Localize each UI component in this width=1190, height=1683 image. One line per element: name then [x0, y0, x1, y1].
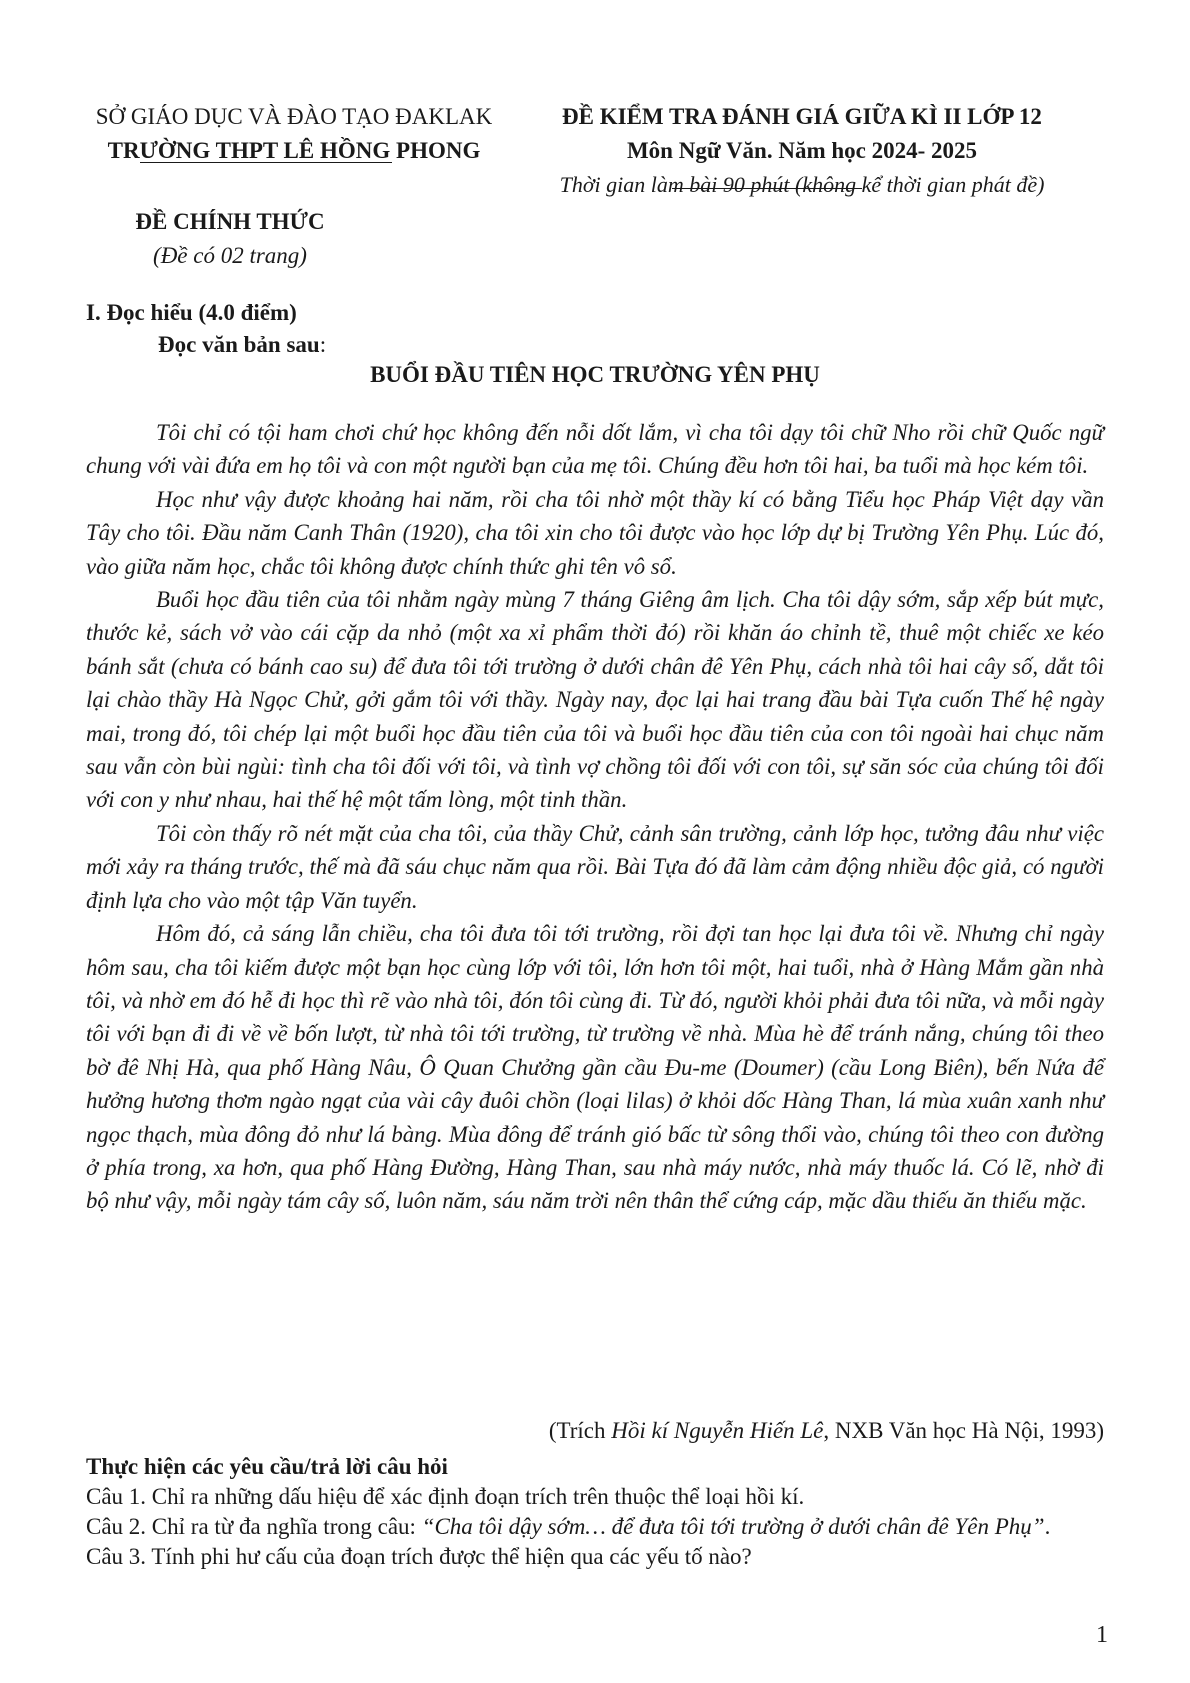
read-instruction — [158, 332, 326, 358]
questions-heading: Thực hiện các yêu cầu/trả lời câu hỏi — [86, 1454, 448, 1479]
subject-name: Môn Ngữ Văn — [626, 138, 767, 163]
source-rest: , NXB Văn học Hà Nội, 1993) — [823, 1418, 1104, 1443]
passage-paragraph: Tôi còn thấy rõ nét mặt của cha tôi, của thầy Chử, cảnh sân trường, cảnh lớp học, tưởng đâu như việc mới xảy ra tháng trước, thế mà đã sáu chục năm qua rồi. Bài Tựa đó đã làm cảm động nhiều độc giả, có người định lựa cho vào một tập Văn tuyển. — [86, 820, 1104, 913]
pages-note: (Đề có 02 trang) — [153, 243, 307, 268]
passage-paragraph: Hôm đó, cả sáng lẫn chiều, cha tôi đưa tôi tới trường, rồi đợi tan học lại đưa tôi về. Nhưng chỉ ngày hôm sau, cha tôi kiếm được một bạn học cùng lớp với tôi, lớn hơn tôi một, hai tuổi, nhà ở Hàng Mắm gần nhà tôi, và nhờ em đó hễ đi học thì rẽ vào nhà tôi, đón tôi cùng đi. Từ đó, người khỏi phải đưa tôi nữa, và mỗi ngày tôi với bạn đi đi về về bốn lượt, từ nhà tôi tới trường, từ trường về nhà. Mùa hè để tránh nắng, chúng tôi theo bờ đê Nhị Hà, qua phố Hàng Nâu, Ô Quan Chưởng gần cầu Đu-me (Doumer) (cầu Long Biên), bến Nứa để hưởng hương thơm ngào ngạt của vài cây đuôi chồn (loại lilas) ở khỏi dốc Hàng Than, lá mùa xuân xanh như ngọc thạch, mùa đông đỏ như lá bàng. Mùa đông để tránh gió bấc từ sông thổi vào, chúng tôi theo con đường ở phía trong, xa hơn, qua phố Hàng Đường, Hàng Than, sau nhà máy nước, nhà máy thuốc lá. Có lẽ, nhờ đi bộ như vậy, mỗi ngày tám cây số, luôn năm, sáu năm trời nên thân thể cứng cáp, mặc dầu thiếu ăn thiếu mặc. — [86, 921, 1104, 1214]
question-1: Câu 1. Chỉ ra những dấu hiệu để xác định đoạn trích trên thuộc thể loại hồi kí. — [86, 1484, 805, 1509]
read-instruction-text: Đọc văn bản sau — [158, 332, 320, 357]
school-underline — [140, 162, 392, 163]
department-name: SỞ GIÁO DỤC VÀ ĐÀO TẠO ĐAKLAK — [95, 104, 493, 129]
passage-paragraph: Buổi học đầu tiên của tôi nhằm ngày mùng 7 tháng Giêng âm lịch. Cha tôi dậy sớm, sắp xếp bút mực, thước kẻ, sách vở vào cái cặp da nhỏ (một xa xỉ phẩm thời đó) rồi khăn áo chỉnh tề, thuê một chiếc xe kéo bánh sắt (chưa có bánh cao su) để đưa tôi tới trường ở dưới chân đê Yên Phụ, cách nhà tôi hai cây số, dắt tôi lại chào thầy Hà Ngọc Chử, gởi gắm tôi với thầy. Ngày nay, đọc lại hai trang đầu bài Tựa cuốn Thế hệ ngày mai, trong đó, tôi chép lại một buổi học đầu tiên của tôi và buổi học đầu tiên của con tôi ngoài hai chục năm sau vẫn còn bùi ngùi: tình cha tôi đối với tôi, và tình vợ chồng tôi đối với con tôi, sự săn sóc của chúng tôi đối với con y như nhau, hai thế hệ một tấm lòng, một tinh thần. — [86, 587, 1104, 813]
passage — [86, 416, 1104, 1218]
read-instruction-colon: : — [319, 332, 327, 357]
question-2 — [86, 1512, 1104, 1542]
exam-title: ĐỀ KIỂM TRA ĐÁNH GIÁ GIỮA KÌ II LỚP 12 — [562, 104, 1042, 129]
school-name: TRƯỜNG THPT LÊ HỒNG PHONG — [107, 138, 481, 163]
time-note: Thời gian làm bài 90 phút (không kể thời gian phát đề) — [559, 172, 1045, 197]
question-2-lead: Câu 2. Chỉ ra từ đa nghĩa trong câu: — [86, 1514, 422, 1539]
school-year: . Năm học 2024- 2025 — [766, 138, 978, 163]
story-title: BUỔI ĐẦU TIÊN HỌC TRƯỜNG YÊN PHỤ — [370, 362, 820, 387]
source-work: Hồi kí Nguyễn Hiến Lê — [611, 1418, 824, 1443]
time-underline — [672, 188, 862, 189]
question-2-end: . — [1044, 1514, 1051, 1539]
source-open: (Trích — [548, 1418, 612, 1443]
passage-paragraph: Học như vậy được khoảng hai năm, rồi cha tôi nhờ một thầy kí có bằng Tiểu học Pháp Việt dạy vần Tây cho tôi. Đầu năm Canh Thân (1920), cha tôi xin cho tôi được vào học lớp dự bị Trường Yên Phụ. Lúc đó, vào giữa năm học, chắc tôi không được chính thức ghi tên vô sổ. — [86, 486, 1104, 579]
header-left — [84, 100, 504, 168]
question-2-quote: “Cha tôi dậy sớm… để đưa tôi tới trường ở dưới chân đê Yên Phụ” — [421, 1514, 1045, 1539]
question-3: Câu 3. Tính phi hư cấu của đoạn trích được thể hiện qua các yếu tố nào? — [86, 1544, 752, 1569]
questions-block — [86, 1452, 1104, 1572]
source-citation — [549, 1418, 1104, 1444]
passage-paragraph: Tôi chỉ có tội ham chơi chứ học không đến nỗi dốt lắm, vì cha tôi dạy tôi chữ Nho rồi chữ Quốc ngữ chung với vài đứa em họ tôi và con một người bạn của mẹ tôi. Chúng đều hơn tôi hai, ba tuổi mà học kém tôi. — [86, 420, 1104, 479]
section-heading: I. Đọc hiểu (4.0 điểm) — [86, 300, 297, 325]
official-block — [130, 205, 330, 273]
official-label: ĐỀ CHÍNH THỨC — [135, 209, 325, 234]
header-right — [532, 100, 1072, 202]
subject-line — [532, 134, 1072, 168]
page-number: 1 — [1096, 1622, 1108, 1648]
